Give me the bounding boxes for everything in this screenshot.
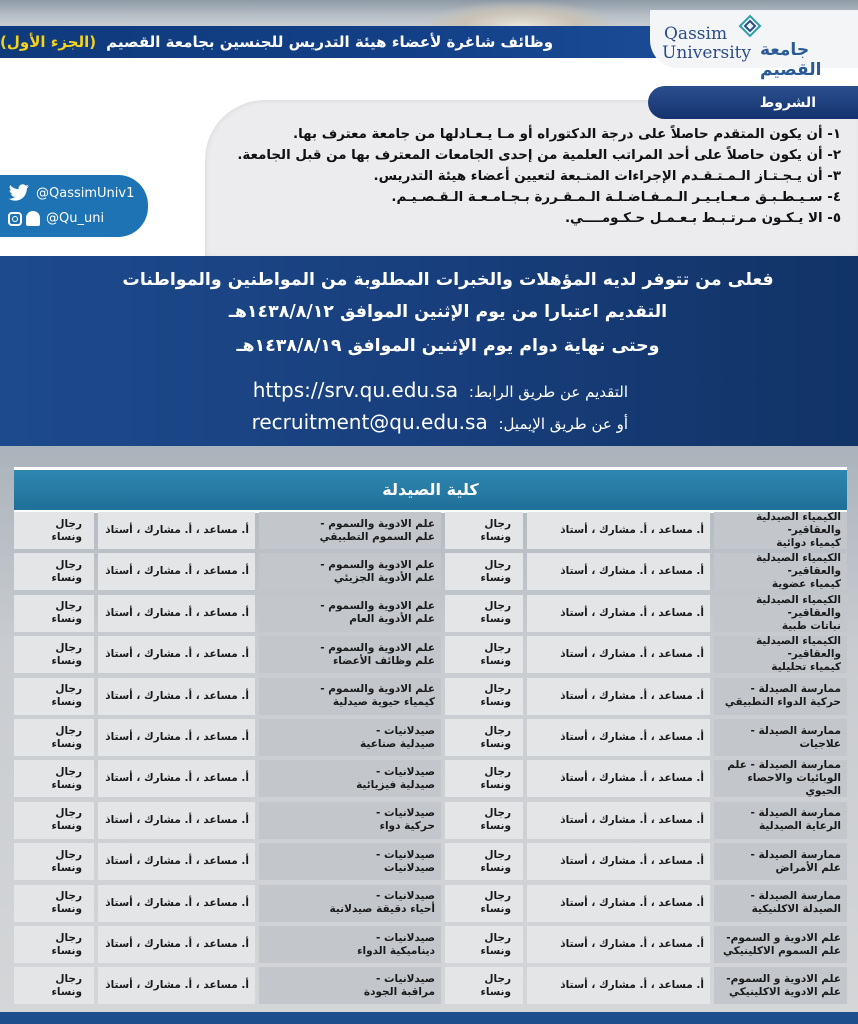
cell-text: أ. مساعد ، أ. مشارك ، أستاذ: [560, 979, 704, 992]
l-spec-cell: [259, 553, 441, 590]
table-row: [14, 802, 847, 839]
cell-line: نباتات طبية: [781, 619, 841, 632]
cell-line: علم الادوية الاكلينيكي: [728, 985, 841, 998]
l-spec-cell: [259, 760, 441, 797]
cell-line: ونساء: [480, 613, 511, 626]
table-row: [14, 512, 847, 549]
table-row: [14, 636, 847, 673]
cell-line: كيمياء دوائية: [776, 537, 841, 549]
l-rank-cell: [98, 553, 255, 590]
cell-line: ونساء: [51, 530, 82, 543]
l-gender-cell: [14, 967, 94, 1004]
l-gender-cell: [14, 553, 94, 590]
l-spec-cell: [259, 719, 441, 756]
cell-line: صيدلانيات -: [375, 890, 435, 903]
cell-line: رجال: [55, 558, 82, 571]
l-rank-cell: [98, 512, 255, 549]
l-rank-cell: [98, 967, 255, 1004]
cell-line: ممارسة الصيدلة -: [750, 890, 841, 903]
r-spec-cell: [714, 843, 847, 880]
apply-link[interactable]: https://srv.qu.edu.sa: [252, 378, 459, 402]
eligibility-line: فعلى من تتوفر لديه المؤهلات والخبرات المطلوبة من المواطنين والمواطنات: [122, 270, 774, 290]
conditions-list: [225, 124, 841, 229]
cell-line: ونساء: [480, 571, 511, 584]
cell-text: أ. مساعد ، أ. مشارك ، أستاذ: [105, 648, 249, 661]
cell-line: الصيدلة الاكلنيكية: [751, 903, 841, 916]
l-rank-cell: [98, 926, 255, 963]
r-gender-cell: [445, 719, 523, 756]
cell-text: أ. مساعد ، أ. مشارك ، أستاذ: [560, 896, 704, 909]
l-gender-cell: [14, 719, 94, 756]
l-gender-cell: [14, 885, 94, 922]
table-row: [14, 967, 847, 1004]
l-rank-cell: [98, 719, 255, 756]
cell-line: ونساء: [480, 696, 511, 709]
cell-line: مراقبة الجودة: [363, 985, 435, 998]
cell-line: علم السموم الاكلينيكي: [723, 944, 841, 957]
l-gender-cell: [14, 678, 94, 715]
cell-line: رجال: [55, 807, 82, 820]
twitter-row[interactable]: [8, 184, 134, 202]
snapchat-icon: [26, 211, 40, 226]
cell-line: الرعاية الصيدلية: [759, 820, 841, 833]
cell-line: علم الأمراض: [775, 861, 841, 874]
cell-line: رجال: [484, 848, 511, 861]
cell-line: رجال: [484, 600, 511, 613]
cell-line: ونساء: [480, 861, 511, 874]
bottom-strip: [0, 1012, 858, 1024]
cell-line: صيدلانيات: [383, 861, 435, 874]
cell-line: علم الادوية و السموم-: [726, 931, 841, 944]
l-spec-cell: [259, 802, 441, 839]
cell-line: علم الادوية والسموم -: [320, 558, 435, 571]
l-spec-cell: [259, 678, 441, 715]
apply-email-line: [252, 410, 628, 434]
table-row: [14, 553, 847, 590]
r-rank-cell: [527, 760, 710, 797]
cell-line: كيمياء تحليلية: [771, 661, 841, 674]
condition-item: ١- أن يكون المتقدم حاصلاً على درجة الدكتوراه أو مـا يـعـادلها من جامعة معترف بها.: [293, 127, 841, 142]
title-bar: [0, 26, 660, 58]
cell-line: ونساء: [480, 985, 511, 998]
r-gender-cell: [445, 678, 523, 715]
l-gender-cell: [14, 843, 94, 880]
r-spec-cell: [714, 967, 847, 1004]
cell-text: أ. مساعد ، أ. مشارك ، أستاذ: [105, 606, 249, 619]
cell-line: رجال: [55, 517, 82, 530]
table-row: [14, 719, 847, 756]
r-gender-cell: [445, 885, 523, 922]
l-spec-cell: [259, 595, 441, 632]
cell-line: علم الادوية والسموم -: [320, 683, 435, 696]
cell-line: علم الأدوية العام: [349, 613, 435, 626]
r-gender-cell: [445, 926, 523, 963]
cell-line: رجال: [55, 848, 82, 861]
r-gender-cell: [445, 843, 523, 880]
r-rank-cell: [527, 595, 710, 632]
page-title: وظائف شاغرة لأعضاء هيئة التدريس للجنسين بجامعة القصيم: [106, 33, 554, 51]
campus-dome-image: [420, 0, 620, 26]
condition-item: ٢- أن يكون حاصلاً على أحد المراتب العلمية من إحدى الجامعات المعترف بها من قبل الجامعة.: [237, 148, 841, 163]
r-spec-cell: [714, 636, 847, 673]
cell-line: الوبائيات والاحصاء الحيوي: [747, 772, 841, 798]
cell-line: الكيمياء الصيدلية والعقاقير-: [755, 552, 841, 578]
cell-text: أ. مساعد ، أ. مشارك ، أستاذ: [560, 855, 704, 868]
cell-line: صيدلية فيزيائية: [356, 778, 435, 791]
cell-line: حركية دواء: [379, 820, 435, 833]
r-spec-cell: [714, 719, 847, 756]
l-spec-cell: [259, 885, 441, 922]
cell-text: أ. مساعد ، أ. مشارك ، أستاذ: [105, 772, 249, 785]
cell-line: ونساء: [51, 696, 82, 709]
cell-line: رجال: [55, 931, 82, 944]
r-spec-cell: [714, 885, 847, 922]
cell-line: رجال: [484, 724, 511, 737]
r-spec-cell: [714, 802, 847, 839]
cell-line: حركية الدواء التطبيقي: [724, 696, 841, 709]
instagram-icon: [8, 212, 22, 226]
cell-line: ونساء: [480, 944, 511, 957]
cell-line: رجال: [484, 765, 511, 778]
cell-line: رجال: [484, 683, 511, 696]
r-spec-cell: [714, 512, 847, 549]
cell-line: ونساء: [51, 613, 82, 626]
part-label: (الجزء الأول): [0, 33, 97, 51]
social-handle: @Qu_uni: [46, 211, 105, 226]
cell-text: أ. مساعد ، أ. مشارك ، أستاذ: [105, 565, 249, 578]
announcement-band: [0, 256, 858, 446]
r-rank-cell: [527, 967, 710, 1004]
r-rank-cell: [527, 843, 710, 880]
table-row: [14, 760, 847, 797]
l-gender-cell: [14, 636, 94, 673]
cell-line: الكيمياء الصيدلية والعقاقير-: [755, 593, 841, 619]
cell-line: رجال: [484, 641, 511, 654]
conditions-heading: الشروط: [648, 86, 858, 119]
cell-line: أحياء دقيقة صيدلانية: [329, 903, 435, 916]
cell-line: رجال: [484, 558, 511, 571]
l-gender-cell: [14, 760, 94, 797]
cell-text: أ. مساعد ، أ. مشارك ، أستاذ: [105, 855, 249, 868]
table-row: [14, 885, 847, 922]
cell-line: ونساء: [51, 778, 82, 791]
logo-arabic: جامعة القصيم: [760, 40, 822, 80]
cell-text: أ. مساعد ، أ. مشارك ، أستاذ: [560, 524, 704, 536]
cell-text: أ. مساعد ، أ. مشارك ، أستاذ: [105, 979, 249, 992]
cell-line: ونساء: [51, 571, 82, 584]
l-spec-cell: [259, 967, 441, 1004]
apply-link-line: [253, 378, 628, 402]
end-date-line: وحتى نهاية دوام يوم الإثنين الموافق ١٤٣٨/٨/١٩هـ: [236, 336, 660, 356]
r-gender-cell: [445, 760, 523, 797]
cell-line: ديناميكية الدواء: [357, 944, 435, 957]
cell-line: علم الادوية والسموم -: [320, 517, 435, 530]
apply-link-label: التقديم عن طريق الرابط:: [468, 383, 628, 401]
cell-line: علم وظائف الأعضاء: [332, 654, 435, 667]
cell-line: رجال: [484, 972, 511, 985]
r-spec-cell: [714, 553, 847, 590]
instagram-snapchat-row[interactable]: [8, 211, 104, 226]
r-rank-cell: [527, 926, 710, 963]
college-heading: كلية الصيدلة: [14, 467, 847, 513]
r-spec-cell: [714, 678, 847, 715]
l-rank-cell: [98, 636, 255, 673]
cell-line: علم الأدوية الجزيئي: [333, 571, 435, 584]
cell-line: الكيمياء الصيدلية والعقاقير-: [755, 635, 841, 661]
r-gender-cell: [445, 595, 523, 632]
cell-line: علم الادوية و السموم-: [726, 972, 841, 985]
cell-line: ونساء: [480, 778, 511, 791]
cell-text: أ. مساعد ، أ. مشارك ، أستاذ: [105, 524, 249, 536]
cell-line: علم الادوية والسموم -: [320, 641, 435, 654]
r-spec-cell: [714, 595, 847, 632]
cell-text: أ. مساعد ، أ. مشارك ، أستاذ: [560, 731, 704, 743]
cell-text: أ. مساعد ، أ. مشارك ، أستاذ: [560, 772, 704, 785]
cell-line: ممارسة الصيدلة -: [750, 724, 841, 737]
l-rank-cell: [98, 595, 255, 632]
cell-line: ونساء: [51, 944, 82, 957]
cell-line: صيدلانيات -: [375, 931, 435, 944]
cell-line: صيدلية صناعية: [360, 737, 435, 750]
r-spec-cell: [714, 926, 847, 963]
cell-text: أ. مساعد ، أ. مشارك ، أستاذ: [560, 689, 704, 702]
cell-text: أ. مساعد ، أ. مشارك ، أستاذ: [105, 689, 249, 702]
cell-line: كيمياء حيوية صيدلية: [332, 696, 435, 709]
cell-line: ممارسة الصيدلة -: [750, 848, 841, 861]
twitter-handle: @QassimUniv1: [36, 185, 135, 201]
cell-line: علم الادوية والسموم -: [320, 600, 435, 613]
cell-line: ممارسة الصيدلة - علم: [727, 759, 841, 772]
table-row: [14, 843, 847, 880]
l-rank-cell: [98, 843, 255, 880]
l-rank-cell: [98, 885, 255, 922]
cell-text: أ. مساعد ، أ. مشارك ، أستاذ: [560, 813, 704, 826]
r-rank-cell: [527, 678, 710, 715]
l-gender-cell: [14, 802, 94, 839]
table-row: [14, 678, 847, 715]
cell-line: ونساء: [480, 903, 511, 916]
l-gender-cell: [14, 926, 94, 963]
cell-line: رجال: [484, 931, 511, 944]
cell-line: ونساء: [480, 654, 511, 667]
cell-text: أ. مساعد ، أ. مشارك ، أستاذ: [105, 731, 249, 743]
cell-line: ونساء: [51, 903, 82, 916]
cell-text: أ. مساعد ، أ. مشارك ، أستاذ: [105, 813, 249, 826]
cell-text: أ. مساعد ، أ. مشارك ، أستاذ: [560, 565, 704, 578]
l-gender-cell: [14, 512, 94, 549]
cell-line: صيدلانيات -: [375, 848, 435, 861]
cell-line: ونساء: [51, 820, 82, 833]
cell-line: ممارسة الصيدلة -: [750, 807, 841, 820]
cell-text: أ. مساعد ، أ. مشارك ، أستاذ: [560, 938, 704, 950]
cell-line: ونساء: [51, 737, 82, 750]
l-gender-cell: [14, 595, 94, 632]
l-rank-cell: [98, 678, 255, 715]
condition-item: ٥- الا يـكـون مـرتـبـط بـعـمـل حـكـومــــي.: [564, 211, 841, 226]
r-gender-cell: [445, 636, 523, 673]
l-rank-cell: [98, 760, 255, 797]
r-rank-cell: [527, 636, 710, 673]
table-row: [14, 595, 847, 632]
cell-line: صيدلانيات -: [375, 972, 435, 985]
r-spec-cell: [714, 760, 847, 797]
cell-line: رجال: [484, 807, 511, 820]
cell-line: رجال: [484, 517, 511, 530]
cell-line: صيدلانيات -: [375, 724, 435, 737]
cell-line: رجال: [55, 641, 82, 654]
r-rank-cell: [527, 885, 710, 922]
cell-line: ونساء: [51, 985, 82, 998]
university-logo: [650, 10, 858, 80]
cell-line: رجال: [484, 890, 511, 903]
cell-text: أ. مساعد ، أ. مشارك ، أستاذ: [560, 648, 704, 661]
condition-item: ٤- سـيـطـبـق مـعـايـيـر الـمـفـاضـلـة الـمـقـررة بـجـامـعـة الـقـصـيـم.: [391, 190, 841, 205]
cell-line: ممارسة الصيدلة -: [750, 683, 841, 696]
condition-item: ٣- أن يـجـتـاز الـمـتـقـدم الإجراءات المتـبعة لتعيين أعضاء هيئة التدريس.: [373, 169, 841, 184]
cell-line: ونساء: [480, 820, 511, 833]
cell-line: ونساء: [480, 737, 511, 750]
table-row: [14, 926, 847, 963]
logo-english-line2: University: [662, 43, 752, 63]
emblem-icon: [738, 14, 762, 38]
cell-line: ونساء: [480, 530, 511, 543]
cell-line: رجال: [55, 724, 82, 737]
r-gender-cell: [445, 967, 523, 1004]
cell-line: كيمياء عضوية: [771, 578, 841, 591]
r-rank-cell: [527, 719, 710, 756]
r-gender-cell: [445, 553, 523, 590]
l-spec-cell: [259, 843, 441, 880]
twitter-icon: [8, 184, 30, 202]
cell-line: علم السموم التطبيقي: [319, 530, 435, 543]
cell-line: رجال: [55, 972, 82, 985]
cell-line: ونساء: [51, 654, 82, 667]
r-gender-cell: [445, 802, 523, 839]
cell-text: أ. مساعد ، أ. مشارك ، أستاذ: [105, 896, 249, 909]
cell-line: الكيمياء الصيدلية والعقاقير-: [755, 511, 841, 536]
l-spec-cell: [259, 636, 441, 673]
cell-text: أ. مساعد ، أ. مشارك ، أستاذ: [105, 938, 249, 950]
cell-line: رجال: [55, 765, 82, 778]
apply-email-label: أو عن طريق الإيميل:: [498, 415, 628, 433]
social-badge: [0, 175, 148, 237]
cell-line: رجال: [55, 890, 82, 903]
apply-email[interactable]: recruitment@qu.edu.sa: [251, 410, 488, 434]
r-gender-cell: [445, 512, 523, 549]
cell-line: صيدلانيات -: [375, 807, 435, 820]
cell-line: صيدلانيات -: [375, 765, 435, 778]
cell-line: ونساء: [51, 861, 82, 874]
r-rank-cell: [527, 802, 710, 839]
l-rank-cell: [98, 802, 255, 839]
start-date-line: التقديم اعتبارا من يوم الإثنين الموافق ١٤٣٨/٨/١٢هـ: [228, 302, 668, 322]
r-rank-cell: [527, 553, 710, 590]
cell-text: أ. مساعد ، أ. مشارك ، أستاذ: [560, 606, 704, 619]
cell-line: علاجيات: [799, 737, 841, 750]
l-spec-cell: [259, 926, 441, 963]
cell-line: رجال: [55, 600, 82, 613]
logo-english-line1: Qassim: [664, 24, 728, 44]
r-rank-cell: [527, 512, 710, 549]
l-spec-cell: [259, 512, 441, 549]
cell-line: رجال: [55, 683, 82, 696]
